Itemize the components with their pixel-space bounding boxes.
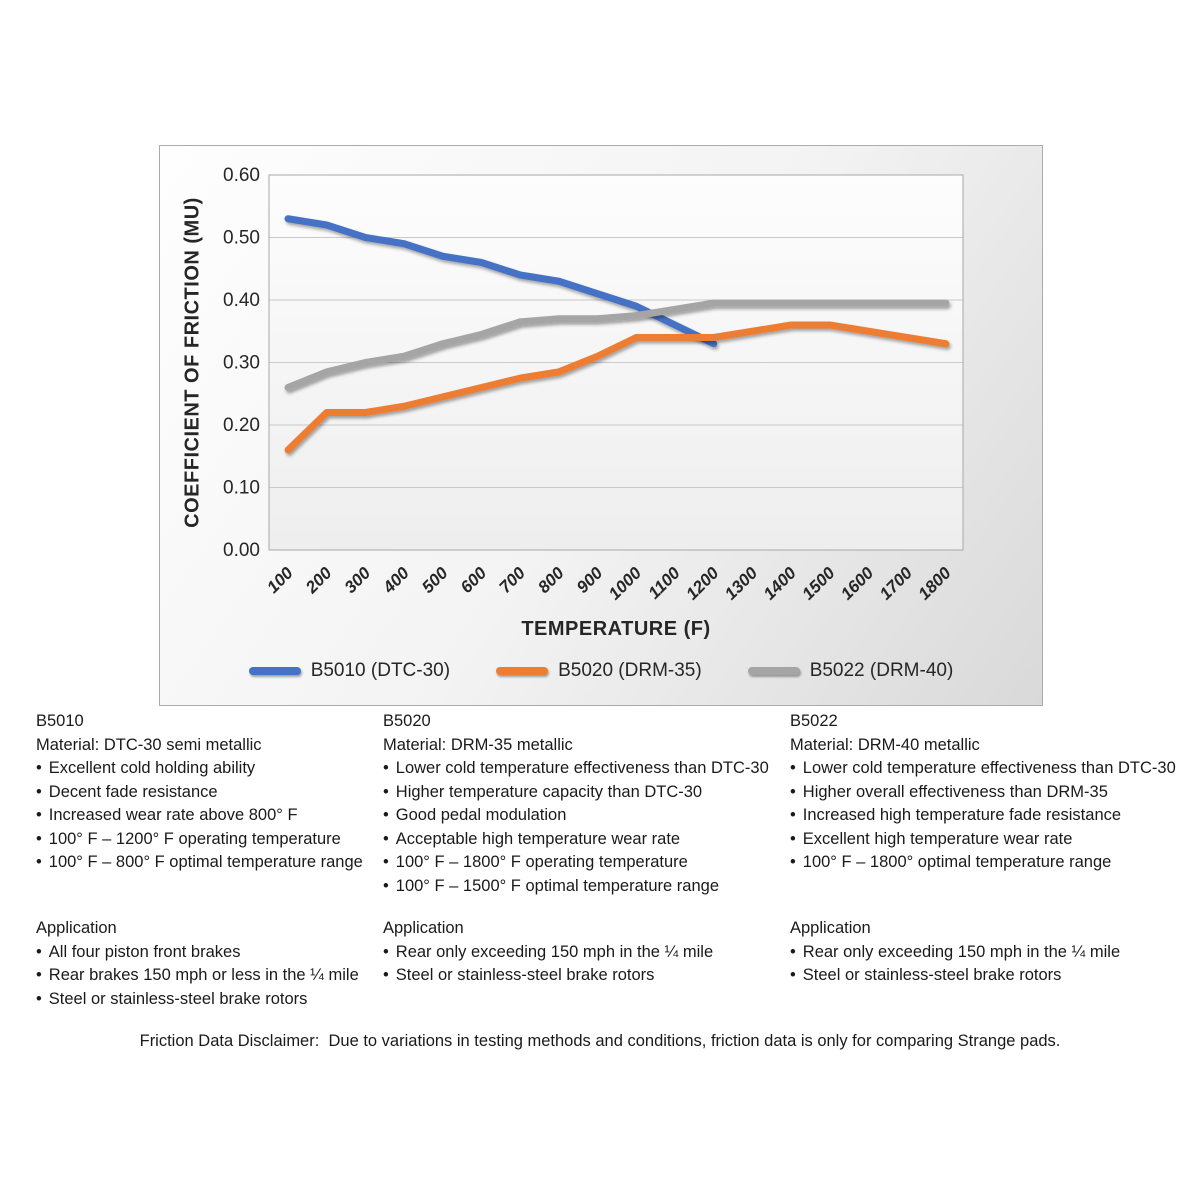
bullet-glyph: • — [790, 853, 796, 871]
legend-item — [748, 660, 954, 682]
bullet-glyph: • — [790, 759, 796, 777]
bullet-glyph: • — [790, 966, 796, 984]
feature-item: • Higher temperature capacity than DTC-30 — [383, 781, 783, 805]
feature-list — [36, 757, 381, 875]
application-title: Application — [36, 919, 117, 937]
application-b5022 — [790, 917, 1192, 988]
svg-text:500: 500 — [418, 563, 452, 597]
feature-item: • Increased wear rate above 800° F — [36, 804, 381, 828]
legend-label: B5020 (DRM-35) — [558, 660, 702, 681]
bullet-glyph: • — [383, 782, 389, 801]
product-info-b5010 — [36, 710, 381, 875]
application-b5010 — [36, 917, 381, 1011]
bullet-glyph: • — [383, 876, 389, 895]
feature-item: • Decent fade resistance — [36, 781, 381, 805]
application-item: • Steel or stainless-steel brake rotors — [790, 964, 1192, 988]
product-info-b5022 — [790, 710, 1192, 875]
product-material: Material: DRM-35 metallic — [383, 735, 573, 754]
feature-item: • 100° F – 1800° optimal temperature range — [790, 851, 1192, 875]
friction-chart — [159, 145, 1043, 706]
legend-line-swatch — [496, 667, 548, 675]
product-material: Material: DRM-40 metallic — [790, 735, 980, 754]
application-title: Application — [790, 919, 871, 937]
svg-text:1500: 1500 — [798, 563, 839, 604]
feature-list — [383, 757, 783, 898]
svg-text:0.10: 0.10 — [223, 477, 260, 499]
bullet-glyph: • — [790, 782, 796, 801]
application-b5020 — [383, 917, 783, 988]
legend-line-swatch — [748, 667, 800, 675]
legend-item — [249, 660, 450, 682]
feature-item: • Higher overall effectiveness than DRM-35 — [790, 781, 1192, 805]
bullet-glyph: • — [36, 942, 42, 961]
bullet-glyph: • — [36, 829, 42, 848]
application-list — [383, 941, 783, 988]
svg-text:1200: 1200 — [682, 563, 723, 604]
friction-data-disclaimer: Friction Data Disclaimer: Due to variations in testing methods and conditions, friction data is only for comparing Strange pads. — [139, 1032, 1061, 1050]
chart-legend — [160, 660, 1042, 682]
bullet-glyph: • — [36, 759, 42, 777]
svg-text:1800: 1800 — [914, 563, 955, 604]
bullet-glyph: • — [790, 942, 796, 961]
feature-item: • Increased high temperature fade resistance — [790, 804, 1192, 828]
application-list — [790, 941, 1192, 988]
svg-text:1300: 1300 — [721, 563, 762, 604]
svg-text:300: 300 — [340, 563, 375, 597]
feature-list — [790, 757, 1192, 875]
application-item: • Rear brakes 150 mph or less in the ¼ mile — [36, 964, 381, 988]
product-title: B5020 — [383, 712, 431, 730]
feature-item: • 100° F – 1200° F operating temperature — [36, 828, 381, 852]
svg-text:1600: 1600 — [837, 563, 878, 604]
product-title: B5022 — [790, 712, 838, 730]
bullet-glyph: • — [36, 853, 42, 871]
bullet-glyph: • — [383, 829, 389, 848]
svg-text:100: 100 — [263, 563, 297, 597]
application-item: • Rear only exceeding 150 mph in the ¼ mile — [790, 941, 1192, 965]
svg-text:0.20: 0.20 — [223, 415, 260, 436]
application-item: • Steel or stainless-steel brake rotors — [36, 988, 381, 1012]
bullet-glyph: • — [790, 806, 796, 824]
feature-item: • 100° F – 800° F optimal temperature range — [36, 851, 381, 875]
application-list — [36, 941, 381, 1012]
x-axis-title: TEMPERATURE (F) — [521, 618, 711, 640]
bullet-glyph: • — [383, 759, 389, 777]
svg-text:1700: 1700 — [875, 563, 917, 604]
svg-text:0.40: 0.40 — [223, 290, 260, 311]
application-item: • All four piston front brakes — [36, 941, 381, 965]
legend-label: B5022 (DRM-40) — [809, 660, 954, 681]
bullet-glyph: • — [36, 989, 42, 1008]
product-info-b5020 — [383, 710, 783, 898]
svg-text:900: 900 — [572, 563, 607, 597]
svg-text:0.00: 0.00 — [223, 540, 260, 561]
product-material: Material: DTC-30 semi metallic — [36, 735, 262, 754]
feature-item: • Good pedal modulation — [383, 804, 783, 828]
bullet-glyph: • — [36, 806, 42, 824]
y-axis-title: COEFFICIENT OF FRICTION (MU) — [181, 197, 204, 528]
feature-item: • 100° F – 1500° F optimal temperature range — [383, 875, 783, 899]
svg-text:1400: 1400 — [759, 563, 800, 604]
legend-label: B5010 (DTC-30) — [310, 660, 451, 681]
svg-text:600: 600 — [456, 563, 491, 597]
product-title: B5010 — [36, 712, 84, 730]
bullet-glyph: • — [36, 966, 42, 984]
application-item: • Rear only exceeding 150 mph in the ¼ mile — [383, 941, 783, 965]
feature-item: • Excellent cold holding ability — [36, 757, 381, 781]
legend-line-swatch — [249, 667, 301, 675]
bullet-glyph: • — [383, 966, 389, 984]
svg-text:0.50: 0.50 — [223, 227, 260, 249]
bullet-glyph: • — [790, 829, 796, 848]
bullet-glyph: • — [36, 782, 42, 801]
svg-text:1100: 1100 — [644, 563, 684, 603]
feature-item: • 100° F – 1800° F operating temperature — [383, 851, 783, 875]
svg-text:1000: 1000 — [604, 563, 646, 604]
svg-text:0.30: 0.30 — [223, 352, 260, 374]
application-title: Application — [383, 919, 464, 937]
application-item: • Steel or stainless-steel brake rotors — [383, 964, 783, 988]
feature-item: • Excellent high temperature wear rate — [790, 828, 1192, 852]
bullet-glyph: • — [383, 853, 389, 871]
bullet-glyph: • — [383, 806, 389, 824]
feature-item: • Lower cold temperature effectiveness than DTC-30 — [383, 757, 783, 781]
svg-text:200: 200 — [302, 563, 336, 597]
svg-text:0.60: 0.60 — [223, 165, 260, 186]
bullet-glyph: • — [383, 942, 389, 961]
feature-item: • Acceptable high temperature wear rate — [383, 828, 783, 852]
svg-text:400: 400 — [379, 563, 413, 597]
legend-item — [496, 660, 702, 682]
svg-text:700: 700 — [495, 563, 530, 597]
svg-text:800: 800 — [534, 563, 568, 597]
feature-item: • Lower cold temperature effectiveness than DTC-30 — [790, 757, 1192, 781]
